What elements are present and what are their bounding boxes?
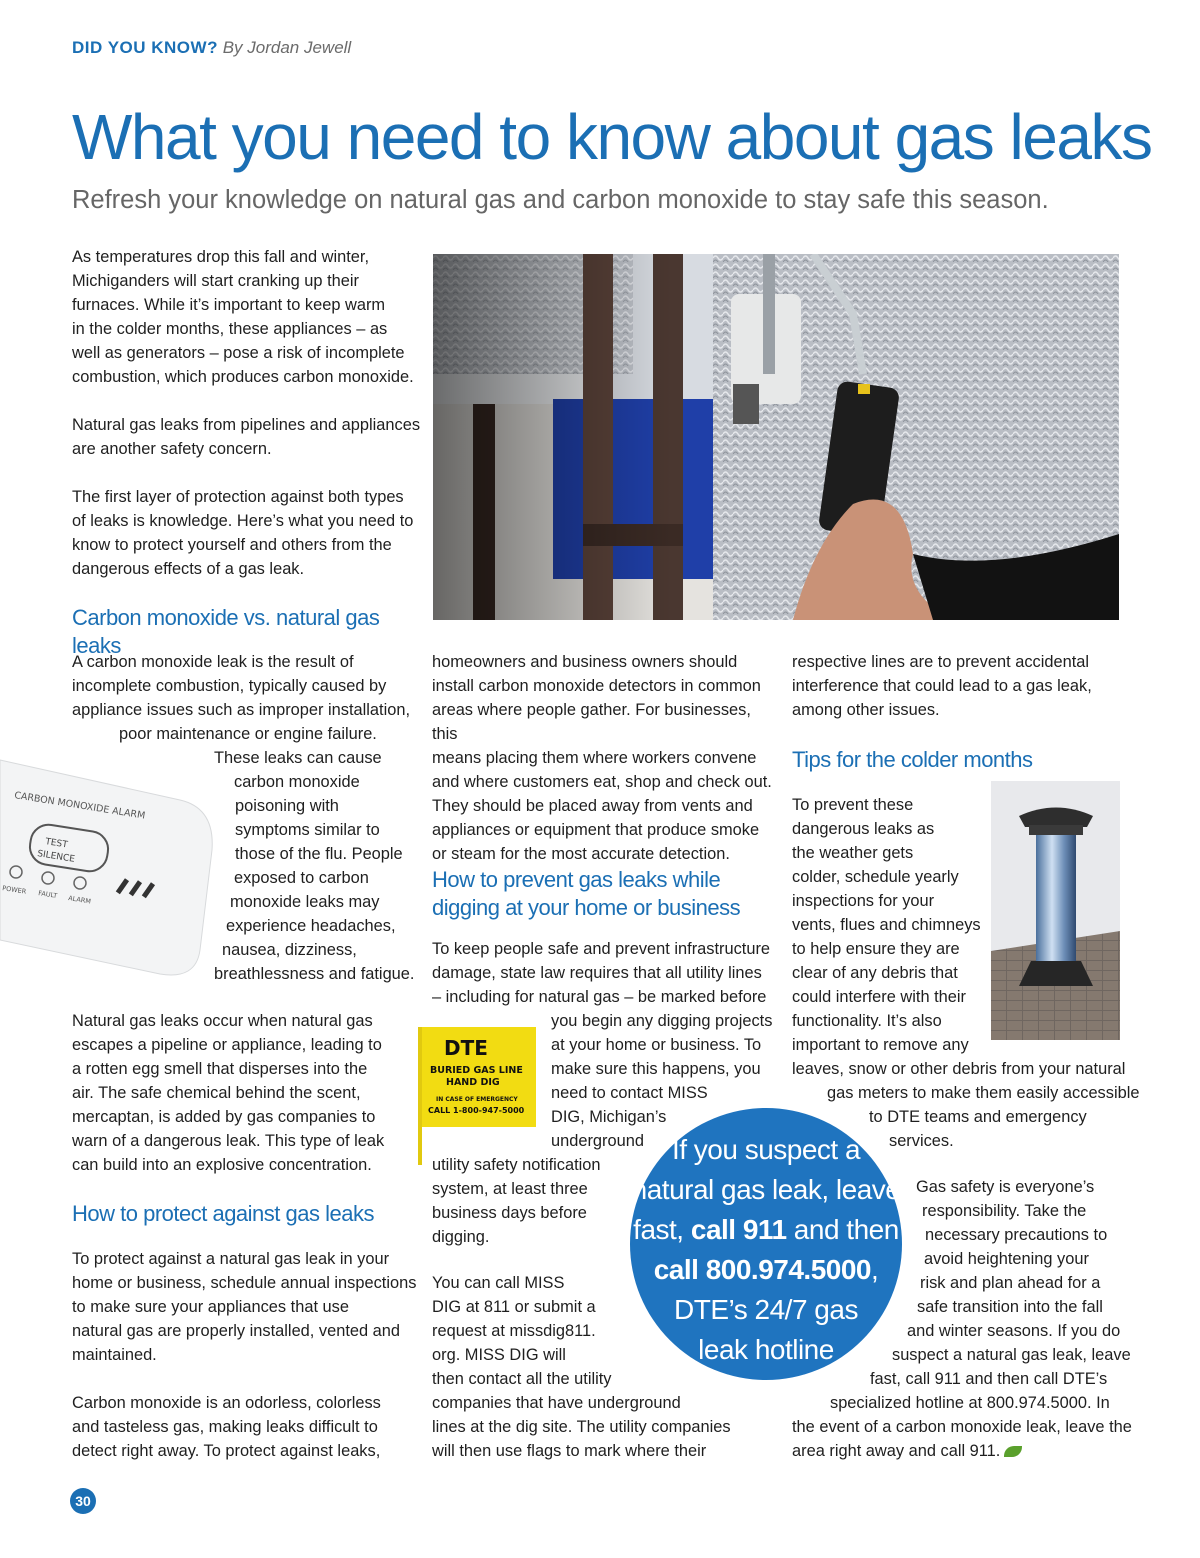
kicker-line <box>72 38 351 58</box>
alarm-power-label: POWER <box>1 884 27 896</box>
subtitle: Refresh your knowledge on natural gas and carbon monoxide to stay safe this season. <box>72 186 1049 214</box>
protect-paragraph-1: To protect against a natural gas leak in your home or business, schedule annual inspections to make sure your appliances that use natural gas are properly installed, vented and maintained. <box>72 1250 417 1364</box>
callout-line-4: call 800.974.5000, <box>653 1254 879 1285</box>
co-leak-paragraph: A carbon monoxide leak is the result of incomplete combustion, typically caused by appliance issues such as improper installation, poor maintenance or engine failure. These leaks can cause carbon monoxide poisoning with symptoms similar to those of the flu. People exposed to carbon monoxide leaks may experience headaches, nausea, dizziness, breathlessness and fatigue. <box>72 653 415 983</box>
callout-line-5: DTE’s 24/7 gas <box>674 1294 858 1325</box>
end-mark-leaf-icon <box>1004 1446 1022 1457</box>
flag-line2: HAND DIG <box>446 1077 500 1088</box>
section-heading-protect: How to protect against gas leaks <box>72 1201 374 1226</box>
flag-line1: BURIED GAS LINE <box>430 1065 523 1076</box>
alarm-alarm-label: ALARM <box>67 894 92 906</box>
co-alarm-photo <box>0 740 220 980</box>
lines-paragraph: respective lines are to prevent accidental interference that could lead to a gas leak, among other issues. <box>792 653 1092 719</box>
digging-paragraph: To keep people safe and prevent infrastructure damage, state law requires that all utility lines – including for natural gas – be marked before you begin any digging projects at your home or business. To make sure this happens, you need to contact MISS DIG, Michigan’s underground utility safety notification system, at least three business days before digging. <box>432 940 773 1246</box>
detector-placement-paragraph: homeowners and business owners should install carbon monoxide detectors in common areas where people gather. For businesses, this means placing them where workers convene and where customers eat, shop and check out. They should be placed away from vents and appliances or equipment that produce smoke or steam for the most accurate detection. <box>432 653 772 863</box>
colder-months-paragraph: To prevent these dangerous leaks as the weather gets colder, schedule yearly inspections for your vents, flues and chimneys to help ensure they are clear of any debris that could interfere with their functionality. It’s also important to remove any leaves, snow or other debris from your natural gas meters to make them easily accessible to DTE teams and emergency services. <box>792 796 1140 1150</box>
callout-call-911: call 911 <box>690 1214 787 1245</box>
miss-dig-paragraph: You can call MISS DIG at 811 or submit a request at missdig811. org. MISS DIG will then contact all the utility companies that have underground lines at the dig site. The utility companies will then use flags to mark where their <box>432 1274 731 1460</box>
page-title: What you need to know about gas leaks <box>72 101 1152 173</box>
flag-line4: CALL 1-800-947-5000 <box>428 1106 525 1115</box>
chimney-illustration <box>991 781 1120 1040</box>
page-number: 30 <box>70 1488 96 1514</box>
section-heading-digging: How to prevent gas leaks while digging at your home or business <box>432 867 741 920</box>
alarm-silence-label: SILENCE <box>36 849 76 865</box>
intro-paragraph-2: Natural gas leaks from pipelines and appliances are another safety concern. <box>72 416 421 458</box>
callout-hotline-number: call 800.974.5000 <box>653 1254 871 1285</box>
callout-line-1: If you suspect a <box>671 1134 861 1165</box>
alarm-fault-label: FAULT <box>37 889 58 900</box>
flag-line3: IN CASE OF EMERGENCY <box>436 1096 518 1103</box>
flag-brand: DTE <box>444 1036 488 1060</box>
gas-detector-illustration <box>433 254 1119 620</box>
protect-text <box>72 1247 417 1487</box>
gas-detector-photo <box>433 254 1119 620</box>
co-alarm-illustration <box>0 740 220 980</box>
protect-paragraph-2: Carbon monoxide is an odorless, colorless and tasteless gas, making leaks difficult to detect right away. To protect against leaks, <box>72 1394 381 1460</box>
intro-text <box>72 245 422 605</box>
intro-paragraph-3: The first layer of protection against both types of leaks is knowledge. Here’s what you need to know to protect yourself and others from the dangerous effects of a gas leak. <box>72 488 414 578</box>
section-heading-colder-months: Tips for the colder months <box>792 747 1033 772</box>
dte-flag-photo <box>412 1025 540 1165</box>
byline: By Jordan Jewell <box>222 38 352 57</box>
dte-flag-illustration <box>412 1025 540 1165</box>
natural-gas-leak-paragraph: Natural gas leaks occur when natural gas escapes a pipeline or appliance, leading to a rotten egg smell that disperses into the air. The safe chemical behind the scent, mercaptan, is added by gas companies to warn of a dangerous leak. This type of leak can build into an explosive concentration. <box>72 1012 385 1174</box>
callout-line-2: natural gas leak, leave <box>631 1174 901 1205</box>
alarm-label: CARBON MONOXIDE ALARM <box>13 790 146 822</box>
section-kicker: DID YOU KNOW? <box>72 38 218 57</box>
section-heading-co-vs-natural-gas: Carbon monoxide vs. natural gas leaks <box>72 605 380 658</box>
chimney-flue-photo <box>991 781 1120 1040</box>
gas-safety-paragraph: Gas safety is everyone’s responsibility. Take the necessary precautions to avoid heightening your risk and plan ahead for a safe transition into the fall and winter seasons. If you do suspect a natural gas leak, leave fast, call 911 and then call DTE’s specialized hotline at 800.974.5000. In the event of a carbon monoxide leak, leave the area right away and call 911. <box>792 1178 1132 1460</box>
intro-paragraph-1: As temperatures drop this fall and winter, Michiganders will start cranking up their furnaces. While it’s important to keep warm in the colder months, these appliances – as well as generators – pose a risk of incomplete combustion, which produces carbon monoxide. <box>72 248 414 386</box>
callout-line-6: leak hotline <box>698 1334 834 1365</box>
callout-line-3: fast, call 911 and then <box>633 1214 899 1245</box>
alarm-test-label: TEST <box>44 837 69 851</box>
